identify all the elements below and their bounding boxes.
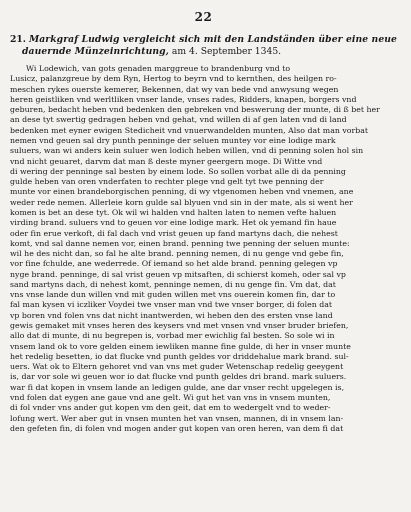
body-line: nemen vnd geuen sal dry punth penninge der seluen muntey vor eine lodige mark	[10, 135, 336, 145]
body-line: vnsem land ok to vore gelden einem iewliken manne fine gulde, di her in vnser munte	[10, 341, 351, 351]
body-line: oder fin erue verkoft, di fal dach vnd vrist geuen up fand martyns dach, die nehest	[10, 228, 338, 238]
body-line: nyge brand. penninge, di sal vrist geuen vp mitsaften, di schierst komeh, oder sal vp	[10, 269, 346, 279]
body-line: komt, vnd sal danne nemen vor, einen brand. penning twe penning der seluen munte:	[10, 238, 350, 248]
document-heading	[10, 34, 397, 58]
body-line: geburen, bedacht heben vnd bedenken den gebreken vnd beswerung der munte, di ß bet her	[10, 105, 380, 115]
body-line: uers. Wat ok to Eltern gehoret vnd van vns met guder Wetenschap redelig geeygent	[10, 362, 344, 372]
heading-title: Markgraf Ludwig vergleicht sich mit den Landständen über eine neue dauernde Münzeinrichtung,	[22, 34, 397, 57]
body-line: suluers, wan wi anders kein suluer wen lodich heben willen, vnd di penning solen hol sin	[10, 146, 364, 156]
body-line: den gefeten fin, di folen vnd mogen ander gut kopen van oren heren, van dem fi dat	[10, 423, 344, 433]
body-line: munte vor einen brandeborgischen penning, di wy vtgenomen heben vnd vnemen, ane	[10, 187, 354, 197]
body-line: bedenken met eyner ewigen Stedicheit vnd vnuerwandelden munten, Also dat man vorbat	[10, 125, 369, 135]
body-line: meschen rykes ouerste kemerer, Bekennen, dat wy van bede vnd anwysung wegen	[10, 84, 339, 94]
body-line: sand martyns dach, di nehest komt, penninge nemen, di nu genge fin. Vm dat, dat	[10, 279, 336, 289]
body-line: gulde heben van oren vnderfaten to rechter plege vnd gelt tyt twe penning der	[10, 177, 324, 187]
body-line: komen is bet an dese tyt. Ok wil wi halden vnd halten laten to nemen vefte haluen	[10, 207, 337, 217]
body-line: di fol vnder vns ander gut kopen vm den geit, dat em to wedergelt vnd to weder-	[10, 403, 331, 413]
body-line: allo dat di munte, di nu begrepen is, vorbad mer ewichlig fal besten. So sole wi in	[10, 331, 335, 341]
body-line: vns vnse lande dun willen vnd mit guden willen met vns ouerein komen fin, dar to	[10, 290, 336, 300]
body-line: gewis gemaket mit vnses heren des keysers vnd met vnsen vnd vnser bruder briefen,	[10, 321, 349, 331]
body-line: het redelig besetten, io dat flucke vnd punth geldes vor driddehalue mark brand. sul-	[10, 351, 349, 361]
body-line: wil he des nicht dan, so fal he alte brand. penning nemen, di nu genge vnd gebe fin,	[10, 249, 344, 259]
heading-date: am 4. September 1345.	[171, 46, 282, 57]
body-line: war fi dat kopen in vnsem lande an ledigen gulde, ane dar vnser recht upgelegen is,	[10, 382, 345, 392]
body-line: Wi Lodewich, van gots genaden marggreue to brandenburg vnd to	[26, 64, 291, 73]
document-body	[10, 64, 397, 434]
body-line: weder rede nemen. Allerleie korn gulde sal blyuen vnd sin in der mate, als si went her	[10, 197, 353, 207]
body-line: vnd nicht geuaret, darvm dat man ß deste myner geergern moge. Di Witte vnd	[10, 156, 323, 166]
body-line: vp boren vnd folen vns dat nicht inantwerden, wi heben den des ersten vnse land	[10, 310, 333, 320]
body-line: fal man kysen vi iczliker Voydei twe vnser man vnd twe vnser borger, di folen dat	[10, 300, 333, 310]
body-line: is, dar vor sole wi geuen wor io dat flucke vnd punth geldes dri brand. mark suluers.	[10, 372, 347, 382]
heading-number: 21.	[10, 34, 26, 45]
body-line: vnd folen dat eygen ane gaue vnd ane gelt. Wi gut het van vns in vnsem munten,	[10, 393, 331, 402]
body-line: Lusicz, palanzgreue by dem Ryn, Hertog to beyrn vnd to kernthen, des heilgen ro-	[10, 74, 337, 84]
body-line: di wering der penninge sal besten by einem lode. So sollen vorbat alle di da penning	[10, 166, 346, 176]
body-line: vor fine fchulde, ane wederrede. Of iemand so het alde brand. penning gelegen vp	[10, 259, 338, 269]
body-line: virding brand. suluers vnd to geuen vor eine lodige mark. Het ok yemand fin haue	[10, 218, 337, 228]
body-line: heren geistliken vnd werltliken vnser lande, vnses rades, Ridders, knapen, borgers vnd	[10, 94, 357, 104]
page-number: 22	[194, 10, 213, 24]
body-line: an dese tyt swertig gedragen heben vnd gehat, vnd willen di af gen laten vnd di land	[10, 115, 347, 125]
body-line: lofung wert. Wer aber gut in vnsen munten het van vnsen, mannen, di in vnsem lan-	[10, 413, 344, 423]
